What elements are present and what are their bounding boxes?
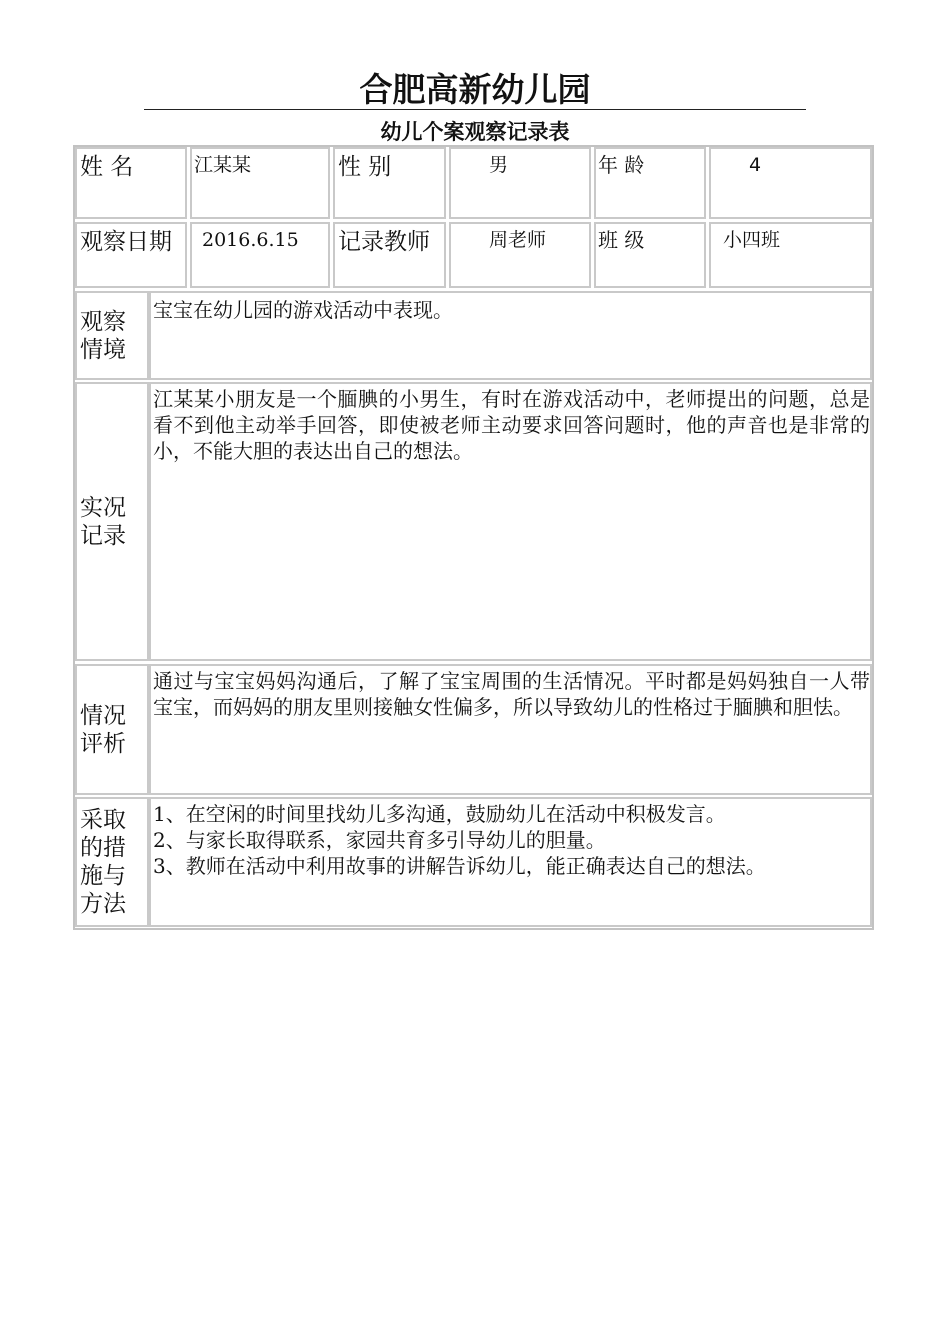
analysis-text: 通过与宝宝妈妈沟通后，了解了宝宝周围的生活情况。平时都是妈妈独自一人带宝宝，而妈妈的朋友里则接触女性偏多，所以导致幼儿的性格过于腼腆和胆怯。 <box>149 664 872 795</box>
teacher-label: 记录教师 <box>333 222 446 288</box>
analysis-label-text: 情况评析 <box>80 702 126 757</box>
context-label-text: 观察情境 <box>80 308 126 363</box>
measure-item: 2、与家长取得联系，家园共育多引导幼儿的胆量。 <box>153 828 606 852</box>
context-text: 宝宝在幼儿园的游戏活动中表现。 <box>149 291 872 380</box>
analysis-label <box>75 664 149 795</box>
record-text: 江某某小朋友是一个腼腆的小男生，有时在游戏活动中，老师提出的问题，总是看不到他主动举手回答，即使被老师主动要求回答问题时，他的声音也是非常的小，不能大胆的表达出自己的想法。 <box>149 382 872 661</box>
title-underline <box>144 109 806 110</box>
record-label-text: 实况记录 <box>80 494 126 549</box>
form-title: 幼儿个案观察记录表 <box>380 120 570 144</box>
school-title: 合肥高新幼儿园 <box>359 70 591 109</box>
measures-list <box>149 797 872 927</box>
observation-date-value: 2016.6.15 <box>190 222 330 288</box>
measure-item: 3、教师在活动中利用故事的讲解告诉幼儿，能正确表达自己的想法。 <box>153 854 766 878</box>
age-value: 4 <box>709 147 872 219</box>
context-label <box>75 291 149 380</box>
gender-value: 男 <box>449 147 591 219</box>
name-value: 江某某 <box>190 147 330 219</box>
class-label: 班 级 <box>594 222 706 288</box>
record-label <box>75 382 149 661</box>
teacher-value: 周老师 <box>449 222 591 288</box>
class-value: 小四班 <box>709 222 872 288</box>
age-label: 年 龄 <box>594 147 706 219</box>
measures-label <box>75 797 149 927</box>
observation-date-label: 观察日期 <box>75 222 187 288</box>
name-label: 姓 名 <box>75 147 187 219</box>
measures-label-text: 采取的措施与方法 <box>80 807 126 917</box>
measure-item: 1、在空闲的时间里找幼儿多沟通，鼓励幼儿在活动中积极发言。 <box>153 802 726 826</box>
gender-label: 性 别 <box>333 147 446 219</box>
